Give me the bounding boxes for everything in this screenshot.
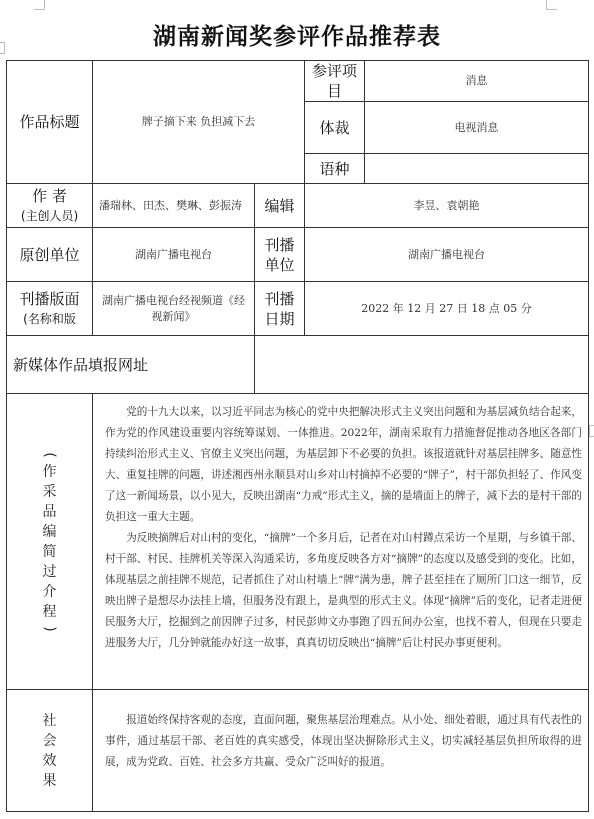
pub-unit-value[interactable]: 湖南广播电视台 (305, 228, 589, 282)
pub-section-value[interactable]: 湖南广播电视台经视频道《经视新闻》 (93, 282, 255, 336)
pub-date-value[interactable]: 2022 年 12 月 27 日 18 点 05 分 (305, 282, 589, 336)
genre-label: 体裁 (305, 102, 365, 154)
language-value[interactable] (365, 154, 589, 184)
effect-body (93, 690, 589, 812)
pub-unit-label-line2: 单位 (264, 255, 295, 274)
process-label-char: ) (41, 625, 58, 632)
author-label: 作 者 (32, 186, 67, 205)
process-label-char: 介 (42, 583, 57, 600)
pub-section-label: 刊播版面 (19, 289, 80, 308)
category-label: 参评项目 (305, 61, 365, 102)
pub-date-label-line1: 刊播 (264, 289, 295, 308)
page-title: 湖南新闻奖参评作品推荐表 (153, 24, 441, 50)
effect-label-char: 效 (42, 752, 57, 769)
work-title-value[interactable]: 牌子摘下来 负担减下去 (93, 61, 305, 184)
margin-marker-right (589, 425, 594, 437)
editor-label: 编辑 (255, 184, 305, 228)
process-paragraph: 党的十九大以来，以习近平同志为核心的党中央把解决形式主义突出问题和为基层减负结合起来，作为党的作风建设重要内容统筹谋划、一体推进。2022年，湖南采取有力措施督促推动各地区各部门持续纠治形式主义、官僚主义突出问题，为基层卸下不必要的负担。该报道就针对基层挂牌多、随意性大、重复挂牌的问题，讲述湘西州永顺县对山乡对山村摘掉不必要的“牌子”，村干部负担轻了、作风变了这一新闻场景，以小见大，反映出湖南“力戒”形式主义，摘的是墙面上的牌子，减下去的是村干部的负担这一重大主题。 (105, 406, 582, 523)
form-row-effect (7, 690, 589, 812)
process-label-cell (7, 394, 93, 690)
process-label-char: 采 (42, 483, 57, 500)
form-row-1 (7, 61, 589, 102)
effect-label-char: 社 (42, 712, 57, 729)
author-label-cell (7, 184, 93, 228)
pub-unit-label-cell (255, 228, 305, 282)
process-label-char: 过 (42, 563, 57, 580)
author-sub-label: (主创人员) (20, 208, 79, 223)
newmedia-value[interactable] (255, 336, 589, 394)
effect-label-cell (7, 690, 93, 812)
process-paragraph: 为反映摘牌后对山村的变化，“摘牌”一个多月后，记者在对山村蹲点采访一个星期，与乡镇干部、村干部、村民、挂牌机关等深入沟通采访，多角度反映各方对“摘牌”的态度以及感受到的变化。比如，体现基层之前挂牌不规范，记者抓住了对山村墙上“牌”满为患，牌子甚至挂在了厕所门口这一细节，反映出牌子是想尽办法挂上墙，但服务没有跟上，是典型的形式主义。体现“摘牌”后的变化，记者走进便民服务大厅，挖掘到之前因牌子过多，村民彭帅文办事跑了四五间办公室，也找不着人，但现在只要走进服务大厅，几分钟就能办好这一故事，真真切切反映出“摘牌”后让村民办事更便利。 (105, 532, 582, 649)
language-label: 语种 (305, 154, 365, 184)
process-label (7, 448, 92, 636)
pub-section-sub-label: (名称和版 (23, 311, 76, 326)
newmedia-label: 新媒体作品填报网址 (7, 336, 255, 394)
form-row-author (7, 184, 589, 228)
pub-unit-label-line1: 刊播 (264, 235, 295, 254)
org-value[interactable]: 湖南广播电视台 (93, 228, 255, 282)
page-corner-mark-left (34, 0, 45, 10)
process-body (93, 394, 589, 690)
process-label-char: ( (41, 451, 58, 458)
pub-date-label-line2: 日期 (264, 309, 295, 328)
form-row-org (7, 228, 589, 282)
work-title-label: 作品标题 (7, 61, 93, 184)
editor-value[interactable]: 李昱、袁朝艳 (305, 184, 589, 228)
process-label-char: 作 (42, 463, 57, 480)
pub-section-label-cell (7, 282, 93, 336)
pub-date-label-cell (255, 282, 305, 336)
process-label-char: 品 (42, 503, 57, 520)
form-row-newmedia (7, 336, 589, 394)
process-label-char: 编 (42, 523, 57, 540)
genre-value[interactable]: 电视消息 (365, 102, 589, 154)
recommendation-form-grid (6, 60, 589, 812)
org-label: 原创单位 (7, 228, 93, 282)
effect-label-char: 会 (42, 732, 57, 749)
form-row-process (7, 394, 589, 690)
effect-label (7, 711, 92, 791)
effect-paragraph: 报道始终保持客观的态度，直面问题，聚焦基层治理难点。从小处、细处着眼，通过具有代表性的事件，通过基层干部、老百姓的真实感受，体现出坚决摒除形式主义，切实减轻基层负担所取得的进展，成为党政、百姓、社会多方共赢、受众广泛叫好的报道。 (105, 714, 582, 768)
author-value[interactable]: 潘瑞林、田杰、樊琳、彭振涛 (93, 184, 255, 228)
category-value[interactable]: 消息 (365, 61, 589, 102)
process-label-char: 程 (42, 603, 57, 620)
process-label-char: 简 (42, 543, 57, 560)
page-corner-mark-right (546, 0, 557, 10)
effect-label-char: 果 (42, 772, 57, 789)
form-row-section (7, 282, 589, 336)
